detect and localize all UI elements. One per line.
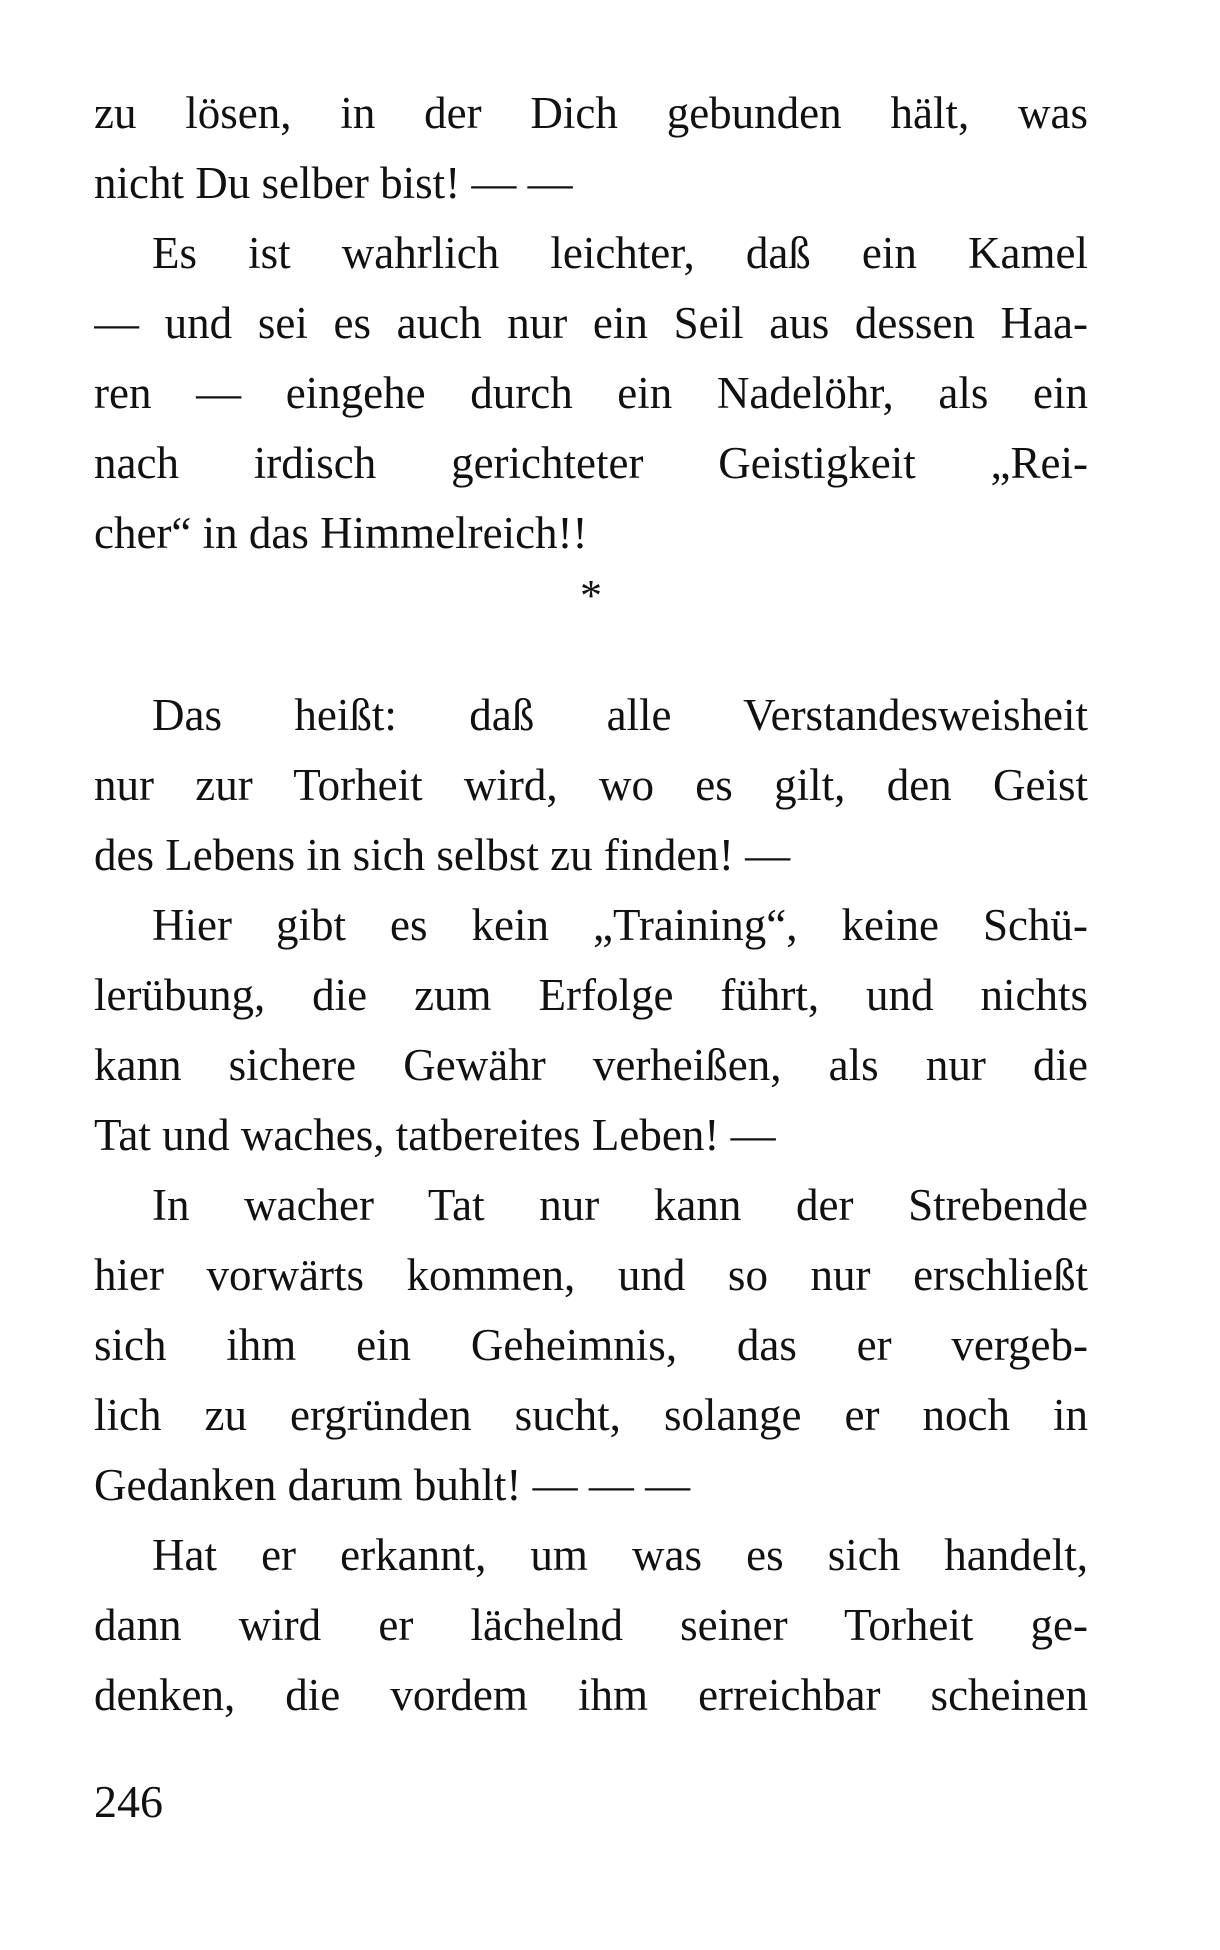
body-text (94, 78, 1088, 1730)
text-line: denken, die vordem ihm erreichbar scheinen (94, 1670, 1088, 1720)
text-line: lerübung, die zum Erfolge führt, und nichts (94, 970, 1088, 1020)
text-line: lich zu ergründen sucht, solange er noch in (94, 1390, 1088, 1440)
text-line: des Lebens in sich selbst zu finden! — (94, 830, 791, 880)
text-line: Hat er erkannt, um was es sich handelt, (152, 1530, 1088, 1580)
text-line: hier vorwärts kommen, und so nur erschließt (94, 1250, 1088, 1300)
text-line: cher“ in das Himmelreich!! (94, 508, 588, 558)
text-line: Das heißt: daß alle Verstandesweisheit (152, 690, 1088, 740)
text-line: nur zur Torheit wird, wo es gilt, den Geist (94, 760, 1088, 810)
text-line: sich ihm ein Geheimnis, das er vergeb- (94, 1320, 1088, 1370)
text-line: — und sei es auch nur ein Seil aus dessen Haa- (94, 298, 1088, 348)
section-separator: * (580, 571, 602, 620)
text-line: nicht Du selber bist! — — (94, 158, 573, 208)
text-line: Gedanken darum buhlt! — — — (94, 1460, 691, 1510)
text-line: Tat und waches, tatbereites Leben! — (94, 1110, 776, 1160)
page-number: 246 (94, 1776, 163, 1827)
text-line: Hier gibt es kein „Training“, keine Schü- (152, 900, 1088, 950)
section-spacer (94, 638, 1088, 680)
text-line: ren — eingehe durch ein Nadelöhr, als ein (94, 368, 1088, 418)
text-line: Es ist wahrlich leichter, daß ein Kamel (152, 228, 1088, 278)
text-line: zu lösen, in der Dich gebunden hält, was (94, 88, 1088, 138)
text-line: dann wird er lächelnd seiner Torheit ge- (94, 1600, 1088, 1650)
text-line: In wacher Tat nur kann der Strebende (152, 1180, 1088, 1230)
text-line: kann sichere Gewähr verheißen, als nur die (94, 1040, 1088, 1090)
text-line: nach irdisch gerichteter Geistigkeit „Rei- (94, 438, 1088, 488)
